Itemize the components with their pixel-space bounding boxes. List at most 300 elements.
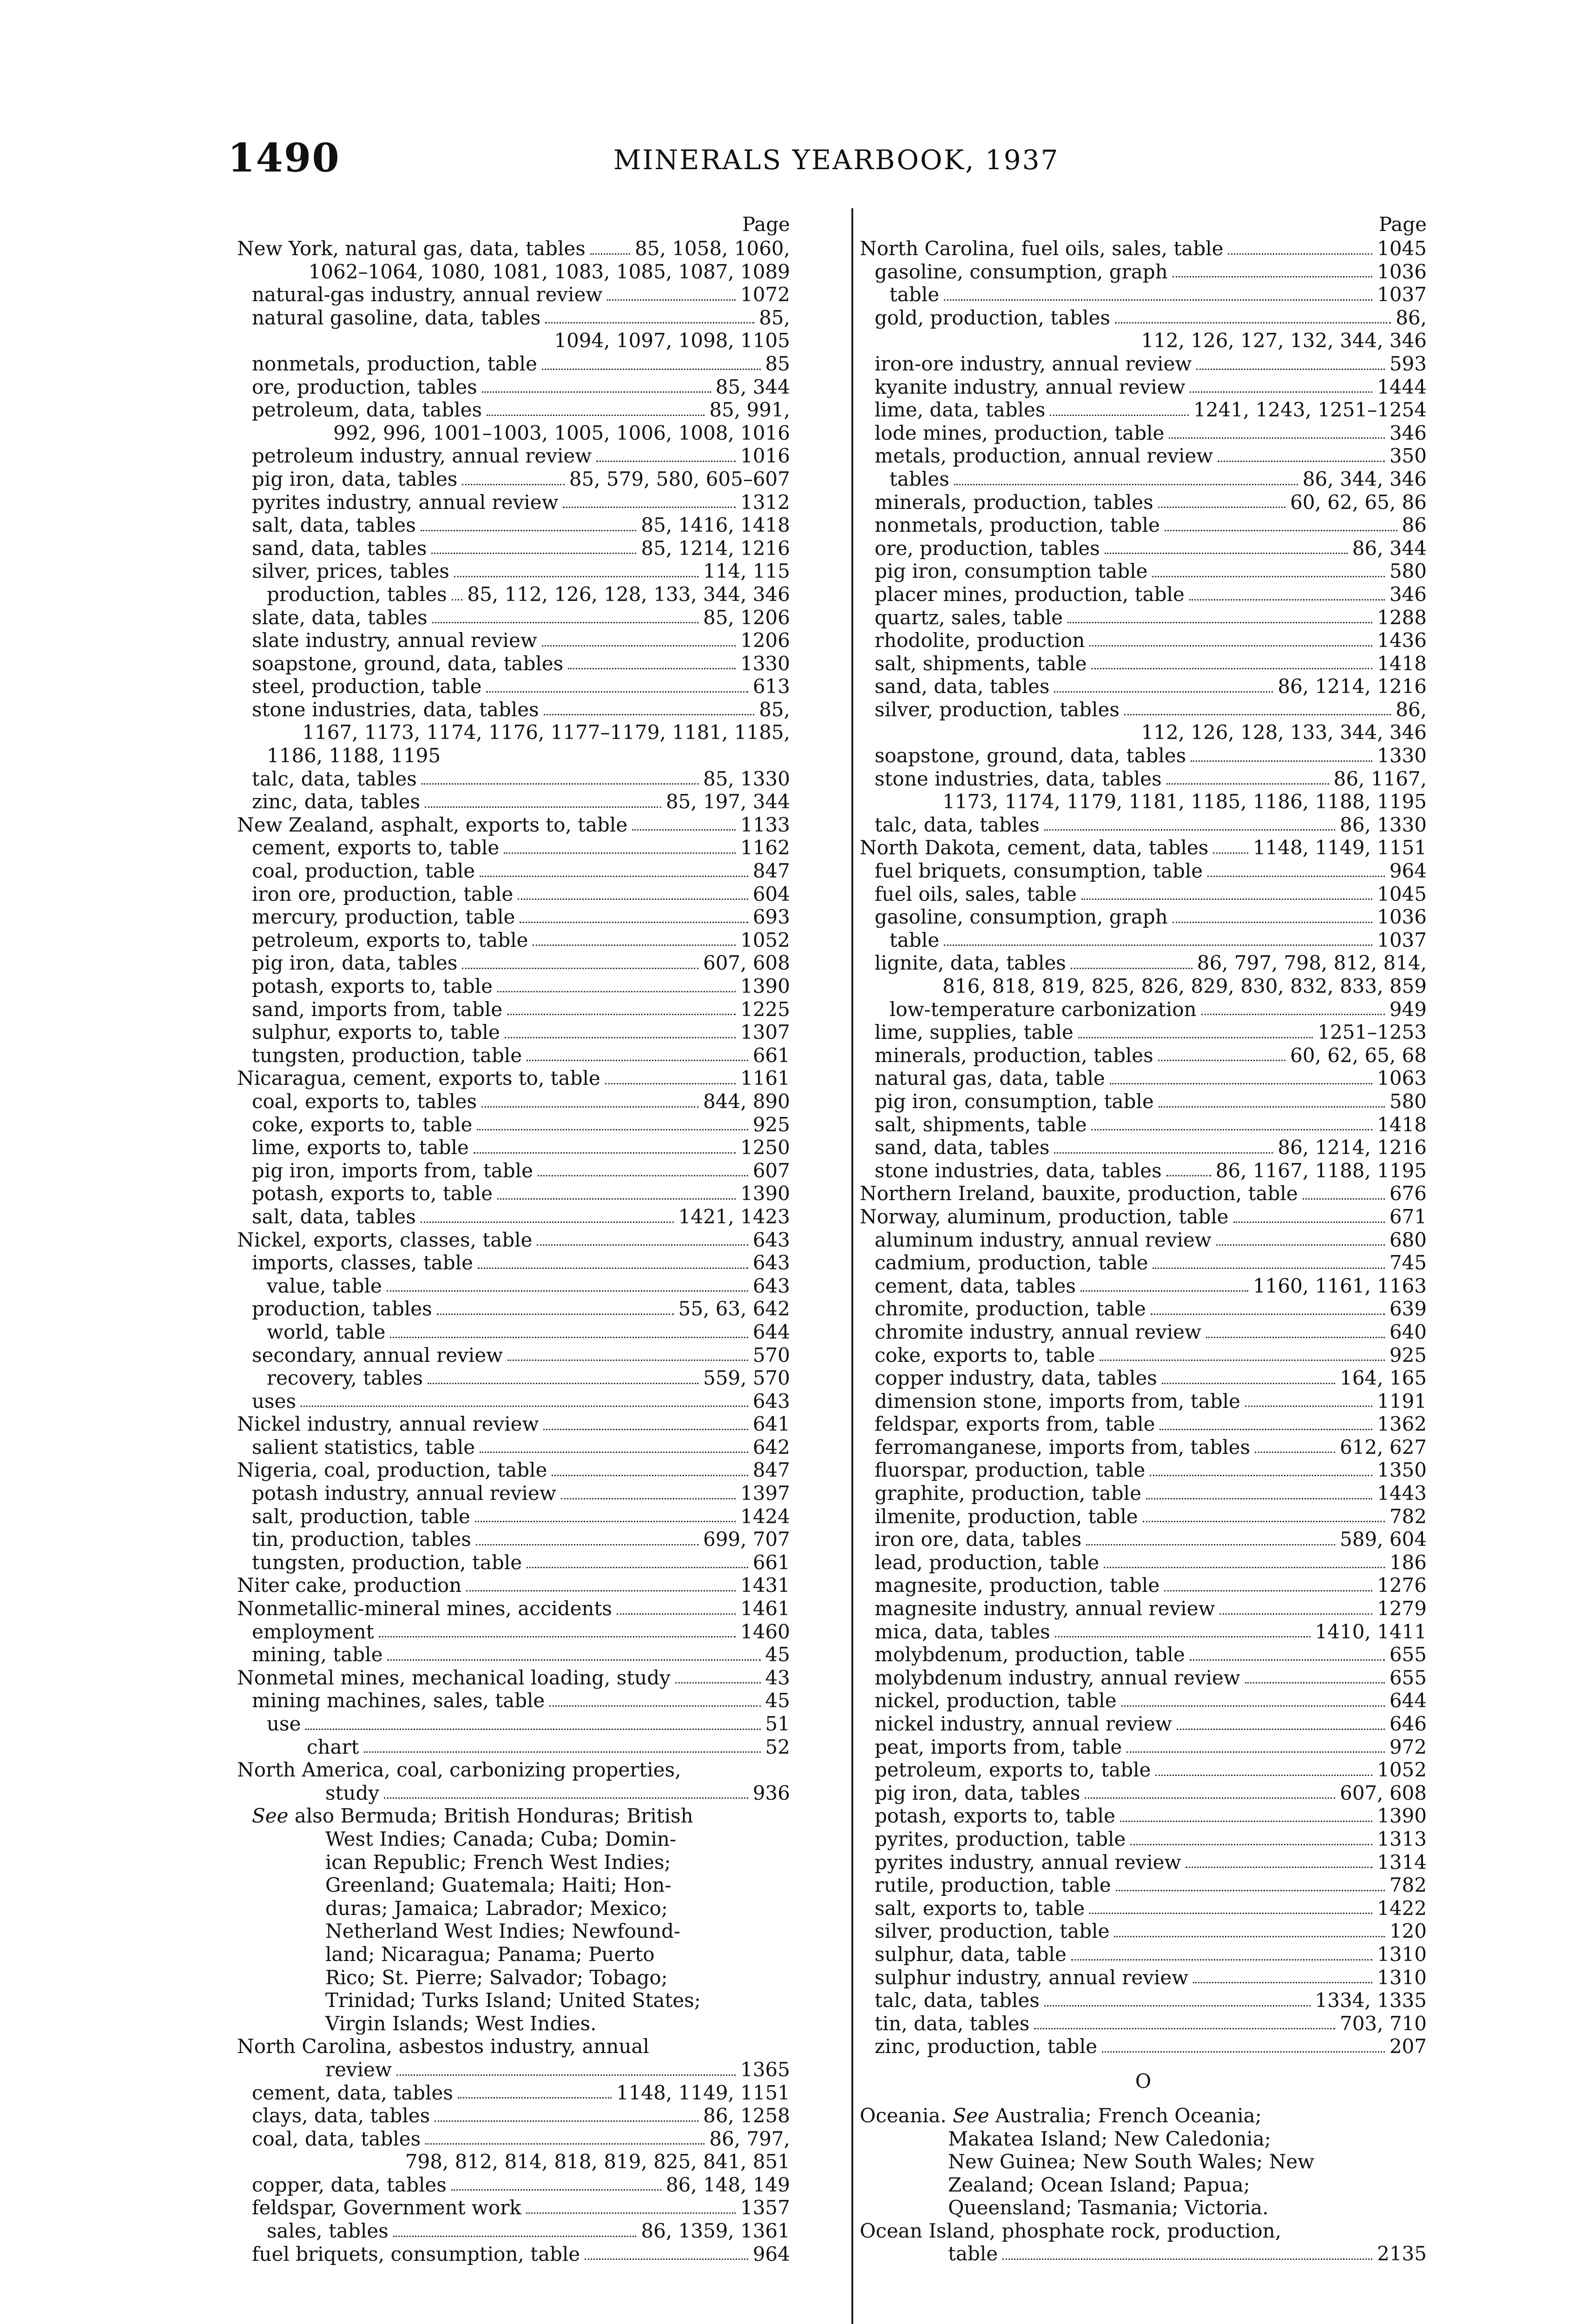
index-entry (860, 767, 1427, 791)
entry-pages: 1052 (740, 928, 790, 951)
entry-text: nickel, production, table (875, 1689, 1117, 1712)
entry-text: pyrites, production, table (875, 1827, 1126, 1850)
dot-leader (1190, 1659, 1385, 1661)
entry-text: stone industries, data, tables (252, 698, 539, 721)
index-entry (237, 1597, 790, 1620)
dot-leader (387, 1290, 748, 1292)
entry-text: mining machines, sales, table (252, 1689, 545, 1712)
dot-leader (1002, 2258, 1372, 2260)
entry-pages: 1133 (740, 813, 790, 836)
entry-text: Queensland; Tasmania; Victoria. (948, 2196, 1269, 2219)
dot-leader (568, 668, 736, 669)
dot-leader (1245, 1406, 1372, 1407)
index-entry (237, 606, 790, 629)
dot-leader (432, 622, 698, 623)
entry-text: petroleum, exports to, table (875, 1758, 1151, 1782)
entry-pages: 1191 (1377, 1389, 1427, 1413)
index-entry (237, 1367, 790, 1390)
dot-leader (1303, 1198, 1385, 1200)
entry-text: Nonmetal mines, mechanical loading, study (237, 1666, 671, 1689)
dot-leader (1218, 461, 1385, 462)
entry-pages: 60, 62, 65, 86 (1290, 490, 1427, 514)
index-entry (860, 951, 1427, 975)
entry-pages: 655 (1389, 1666, 1427, 1689)
index-entry (237, 629, 790, 652)
entry-text: See also Bermuda; British Honduras; British (252, 1804, 693, 1828)
entry-pages: 43 (765, 1666, 790, 1689)
index-entry (237, 514, 790, 537)
dot-leader (1213, 852, 1248, 854)
entry-text: potash, exports to, table (252, 1182, 493, 1205)
entry-pages: 85, 197, 344 (665, 790, 790, 813)
entry-text: land; Nicaragua; Panama; Puerto (325, 1942, 655, 1966)
entry-text: table (889, 928, 940, 951)
entry-text: feldspar, exports from, table (875, 1413, 1155, 1436)
entry-text: sulphur industry, annual review (875, 1966, 1189, 1989)
dot-leader (1206, 1337, 1385, 1338)
entry-pages: 85, (759, 306, 790, 329)
dot-leader (526, 2212, 736, 2214)
index-entry (237, 721, 790, 744)
entry-text: feldspar, Government work (252, 2196, 521, 2219)
entry-pages: 1036 (1377, 260, 1427, 283)
entry-text: stone industries, data, tables (875, 1159, 1162, 1182)
dot-leader (545, 322, 754, 324)
entry-text: coke, exports to, table (252, 1113, 473, 1136)
dot-leader (462, 484, 565, 485)
entry-pages: 1160, 1161, 1163 (1252, 1274, 1427, 1297)
entry-pages: 639 (1389, 1297, 1427, 1320)
entry-pages: 60, 62, 65, 68 (1290, 1043, 1427, 1067)
dot-leader (1130, 1844, 1372, 1845)
entry-text: salt, production, table (252, 1505, 470, 1528)
entry-text: graphite, production, table (875, 1482, 1141, 1505)
dot-leader (481, 1106, 698, 1108)
entry-text: sulphur, data, table (875, 1942, 1067, 1966)
index-entry (237, 398, 790, 422)
entry-text: slate industry, annual review (252, 629, 537, 652)
index-entry (860, 376, 1427, 399)
entry-pages: 816, 818, 819, 825, 826, 829, 830, 832, 833, 859 (942, 975, 1427, 997)
dot-leader (1089, 645, 1372, 647)
entry-pages: 186 (1389, 1551, 1427, 1574)
entry-text: minerals, production, tables (875, 490, 1153, 514)
entry-text: coal, data, tables (252, 2127, 421, 2150)
index-entry (237, 1182, 790, 1205)
index-entry (237, 1505, 790, 1528)
entry-pages: 85 (765, 352, 790, 375)
entry-text: molybdenum industry, annual review (875, 1666, 1240, 1689)
entry-pages: 86, 797, (709, 2127, 790, 2150)
entry-pages: 644 (752, 1320, 790, 1343)
entry-pages: 1461 (740, 1597, 790, 1620)
index-entry (860, 1597, 1427, 1620)
index-entry (860, 352, 1427, 376)
entry-text: soapstone, ground, data, tables (252, 652, 564, 675)
index-entry (860, 836, 1427, 859)
entry-text: sales, tables (267, 2219, 389, 2243)
index-entry (237, 1482, 790, 1505)
entry-text: sand, data, tables (252, 536, 427, 560)
entry-pages: 661 (752, 1043, 790, 1067)
entry-text: gasoline, consumption, graph (875, 260, 1168, 283)
entry-text: pig iron, consumption, table (875, 1089, 1154, 1113)
entry-pages: 644 (1389, 1689, 1427, 1712)
index-entry (860, 606, 1427, 629)
entry-pages: 782 (1389, 1874, 1427, 1897)
entry-pages: 86, (1396, 306, 1427, 329)
dot-leader (1155, 1775, 1372, 1776)
index-entries-left (237, 237, 790, 2265)
index-entry (237, 1712, 790, 1736)
dot-leader (1150, 1475, 1372, 1476)
index-entry (237, 1758, 790, 1782)
index-entry (860, 2127, 1427, 2151)
index-entry (860, 975, 1427, 998)
entry-text: rhodolite, production (875, 629, 1085, 652)
entry-text: salt, shipments, table (875, 1113, 1087, 1136)
entry-pages: 949 (1389, 997, 1427, 1021)
index-entry (860, 1228, 1427, 1252)
dot-leader (1116, 1890, 1385, 1891)
dot-leader (1071, 1959, 1372, 1961)
index-entry (860, 1436, 1427, 1459)
dot-leader (1044, 2005, 1311, 2007)
index-entry (860, 1804, 1427, 1828)
entry-text: employment (252, 1620, 374, 1643)
entry-pages: 85, 1058, 1060, (635, 237, 790, 260)
dot-leader (435, 2120, 698, 2122)
entry-text: potash, exports to, table (252, 975, 493, 997)
index-entry (860, 398, 1427, 422)
index-entry (860, 444, 1427, 468)
index-entry (237, 652, 790, 675)
index-entry (860, 1113, 1427, 1136)
dot-leader (527, 1060, 748, 1061)
index-entry (860, 1620, 1427, 1644)
entry-text: clays, data, tables (252, 2104, 430, 2127)
entry-pages: 607, 608 (703, 951, 790, 975)
index-entry (237, 975, 790, 998)
entry-pages: 1072 (740, 283, 790, 306)
index-entry (860, 468, 1427, 491)
index-entry (860, 422, 1427, 445)
entry-pages: 86, 1330 (1339, 813, 1427, 836)
index-entry (237, 2104, 790, 2127)
entry-text: iron-ore industry, annual review (875, 352, 1192, 375)
index-entry (237, 675, 790, 698)
entry-text: Niter cake, production (237, 1574, 462, 1597)
entry-pages: 1397 (740, 1482, 790, 1505)
entry-text: talc, data, tables (252, 767, 417, 790)
entry-pages: 85, 1330 (703, 767, 790, 790)
entry-text: lime, data, tables (875, 398, 1046, 422)
page-number: 1490 (228, 135, 340, 181)
index-entry (237, 1828, 790, 1851)
index-entry (860, 1828, 1427, 1851)
entry-text: Trinidad; Turks Island; United States; (325, 1989, 701, 2012)
index-entry (860, 1021, 1427, 1044)
index-entry (860, 883, 1427, 906)
dot-leader (1044, 829, 1335, 831)
entry-pages: 1357 (740, 2196, 790, 2219)
entry-text: tin, production, tables (252, 1528, 471, 1551)
dot-leader (301, 1406, 748, 1407)
index-entry (237, 744, 790, 767)
dot-leader (1091, 1129, 1372, 1130)
index-entry (237, 1390, 790, 1413)
dot-leader (364, 1751, 761, 1753)
dot-leader (1166, 1175, 1211, 1176)
dot-leader (1121, 1705, 1385, 1707)
column-divider (851, 208, 853, 2324)
index-entry (237, 2150, 790, 2173)
entry-pages: 612, 627 (1339, 1435, 1427, 1459)
dot-leader (1233, 1221, 1385, 1223)
entry-pages: 207 (1389, 2035, 1427, 2058)
dot-leader (1165, 530, 1397, 531)
dot-leader (425, 806, 661, 808)
index-entry (860, 1758, 1427, 1782)
index-entry (860, 306, 1427, 330)
entry-pages: 604 (752, 882, 790, 905)
index-entry (237, 376, 790, 399)
entry-pages: 643 (752, 1389, 790, 1413)
entry-pages: 1312 (740, 490, 790, 514)
index-entry (860, 2035, 1427, 2058)
dot-leader (1166, 783, 1329, 785)
dot-leader (384, 1797, 748, 1799)
dot-leader (561, 1498, 736, 1499)
entry-text: salt, data, tables (252, 514, 416, 537)
entry-pages: 745 (1389, 1251, 1427, 1274)
entry-text: Norway, aluminum, production, table (860, 1205, 1229, 1228)
entry-text: magnesite industry, annual review (875, 1597, 1215, 1620)
dot-leader (1124, 714, 1391, 715)
dot-leader (520, 922, 748, 923)
entry-text: chromite industry, annual review (875, 1320, 1201, 1343)
index-entry (860, 1390, 1427, 1413)
entry-text: pig iron, data, tables (875, 1781, 1080, 1804)
dot-leader (437, 1314, 674, 1315)
entry-text: natural-gas industry, annual review (252, 283, 603, 306)
dot-leader (482, 391, 711, 393)
dot-leader (1158, 507, 1285, 508)
index-entry (860, 1574, 1427, 1597)
index-entry (860, 1966, 1427, 1989)
entry-text: Zealand; Ocean Island; Papua; (948, 2173, 1250, 2196)
entry-text: Oceania. See Australia; French Oceania; (860, 2104, 1262, 2127)
entry-text: ilmenite, production, table (875, 1505, 1138, 1528)
entry-text: slate, data, tables (252, 606, 428, 629)
index-entry (237, 1136, 790, 1159)
dot-leader (533, 944, 736, 946)
entry-text: copper industry, data, tables (875, 1367, 1157, 1390)
entry-pages: 86, 148, 149 (665, 2173, 790, 2196)
entry-pages: 2135 (1377, 2242, 1427, 2265)
entry-pages: 1310 (1377, 1942, 1427, 1966)
entry-pages: 1037 (1377, 283, 1427, 306)
index-entry (237, 2127, 790, 2151)
entry-pages: 613 (752, 675, 790, 698)
entry-text: lead, production, table (875, 1551, 1100, 1574)
index-entry (860, 1528, 1427, 1551)
entry-text: zinc, production, table (875, 2035, 1097, 2058)
index-entry (237, 1251, 790, 1274)
index-entry (237, 1874, 790, 1897)
dot-leader (1081, 898, 1372, 900)
entry-text: lime, exports to, table (252, 1136, 469, 1159)
index-entry (860, 583, 1427, 606)
index-entry (860, 905, 1427, 929)
index-entry (237, 929, 790, 952)
index-entry (860, 283, 1427, 306)
index-entry (237, 306, 790, 330)
dot-leader (393, 2236, 636, 2237)
index-entry (237, 1966, 790, 1989)
index-entry (237, 1528, 790, 1551)
entry-text: coke, exports to, table (875, 1343, 1095, 1367)
entry-pages: 1206 (740, 629, 790, 652)
entry-text: North Carolina, asbestos industry, annual (237, 2035, 649, 2058)
entry-text: Nickel, exports, classes, table (237, 1228, 533, 1251)
index-entry (860, 260, 1427, 284)
dot-leader (1126, 1751, 1385, 1753)
dot-leader (1152, 576, 1385, 577)
index-entry (860, 1251, 1427, 1274)
entry-text: recovery, tables (267, 1367, 423, 1390)
entry-pages: 86, 1359, 1361 (641, 2219, 790, 2243)
dot-leader (497, 1198, 736, 1200)
dot-leader (1091, 668, 1372, 669)
entry-pages: 1162 (740, 836, 790, 859)
index-entry (237, 1274, 790, 1298)
entry-pages: 1334, 1335 (1315, 1989, 1427, 2012)
entry-text: kyanite industry, annual review (875, 375, 1186, 398)
entry-text: ican Republic; French West Indies; (325, 1850, 671, 1874)
entry-text: talc, data, tables (875, 813, 1040, 836)
entry-text: chromite, production, table (875, 1297, 1146, 1320)
entry-text: pig iron, data, tables (252, 467, 458, 490)
page-column-label: Page (742, 213, 790, 236)
index-entries-o (860, 2104, 1427, 2265)
dot-leader (944, 299, 1372, 301)
dot-leader (1190, 391, 1372, 393)
dot-leader (605, 1083, 736, 1084)
entry-pages: 85, 1206 (703, 606, 790, 629)
entry-text: Makatea Island; New Caledonia; (948, 2127, 1271, 2150)
dot-leader (1054, 1152, 1273, 1154)
dot-leader (476, 1544, 698, 1545)
dot-leader (452, 599, 462, 601)
index-entry (860, 237, 1427, 260)
entry-text: aluminum industry, annual review (875, 1228, 1212, 1251)
entry-text: natural gasoline, data, tables (252, 306, 541, 329)
entry-text: talc, data, tables (875, 1989, 1040, 2012)
dot-leader (431, 553, 636, 554)
dot-leader (1105, 553, 1348, 554)
index-entry (237, 767, 790, 791)
entry-text: ore, production, tables (252, 375, 477, 398)
entry-text: lignite, data, tables (875, 951, 1066, 975)
entry-pages: 1390 (740, 975, 790, 997)
entry-pages: 86, 1258 (703, 2104, 790, 2127)
index-entry (237, 1228, 790, 1252)
entry-text: duras; Jamaica; Labrador; Mexico; (325, 1896, 668, 1920)
entry-text: peat, imports from, table (875, 1735, 1122, 1758)
index-entry (860, 652, 1427, 675)
entry-pages: 1241, 1243, 1251–1254 (1193, 398, 1427, 422)
entry-text: stone industries, data, tables (875, 767, 1162, 790)
index-entry (237, 1320, 790, 1344)
entry-text: dimension stone, imports from, table (875, 1389, 1240, 1413)
entry-pages: 693 (752, 905, 790, 929)
index-entry (237, 1689, 790, 1712)
dot-leader (305, 1729, 761, 1730)
index-entry (237, 1067, 790, 1090)
entry-pages: 86, 344, 346 (1302, 467, 1427, 490)
entry-text: sand, data, tables (875, 1136, 1050, 1159)
entry-text: molybdenum, production, table (875, 1643, 1185, 1666)
entry-text: mining, table (252, 1643, 383, 1666)
dot-leader (1159, 1429, 1372, 1430)
index-entry (860, 2012, 1427, 2035)
dot-leader (590, 253, 630, 255)
entry-text: quartz, sales, table (875, 606, 1063, 629)
index-entry (860, 1044, 1427, 1067)
dot-leader (1219, 1613, 1372, 1615)
entry-text: ore, production, tables (875, 536, 1100, 560)
index-entry (860, 1920, 1427, 1943)
dot-leader (462, 968, 698, 969)
dot-leader (1216, 1244, 1385, 1246)
entry-pages: 86, 1167, 1188, 1195 (1215, 1159, 1427, 1182)
dot-leader (607, 299, 736, 301)
entry-pages: 1037 (1377, 928, 1427, 951)
entry-text: value, table (267, 1274, 382, 1297)
running-title: MINERALS YEARBOOK, 1937 (613, 144, 1060, 176)
entry-text: tungsten, production, table (252, 1551, 522, 1574)
dot-leader (1071, 968, 1192, 969)
entry-text: gasoline, consumption, graph (875, 905, 1168, 929)
dot-leader (480, 876, 748, 877)
entry-pages: 86, 797, 798, 812, 814, (1197, 951, 1427, 975)
entry-text: pig iron, data, tables (252, 951, 458, 975)
dot-leader (538, 1175, 748, 1176)
dot-leader (507, 1014, 736, 1015)
index-entry (237, 329, 790, 352)
entry-text: salt, exports to, table (875, 1896, 1085, 1920)
entry-text: pig iron, imports from, table (252, 1159, 533, 1182)
dot-leader (1193, 1982, 1372, 1983)
index-entry (860, 1943, 1427, 1966)
dot-leader (474, 1152, 736, 1154)
dot-leader (1173, 276, 1372, 277)
dot-leader (1158, 1060, 1285, 1061)
entry-pages: 1431 (740, 1574, 790, 1597)
entry-text: nickel industry, annual review (875, 1712, 1172, 1735)
dot-leader (454, 576, 698, 577)
index-entry (237, 1989, 790, 2012)
entry-pages: 1307 (740, 1021, 790, 1044)
entry-pages: 964 (752, 2242, 790, 2265)
index-entry (237, 283, 790, 306)
entry-text: salient statistics, table (252, 1435, 475, 1459)
index-entry (860, 1782, 1427, 1805)
dot-leader (421, 530, 636, 531)
dot-leader (480, 1452, 748, 1453)
dot-leader (1169, 437, 1385, 439)
